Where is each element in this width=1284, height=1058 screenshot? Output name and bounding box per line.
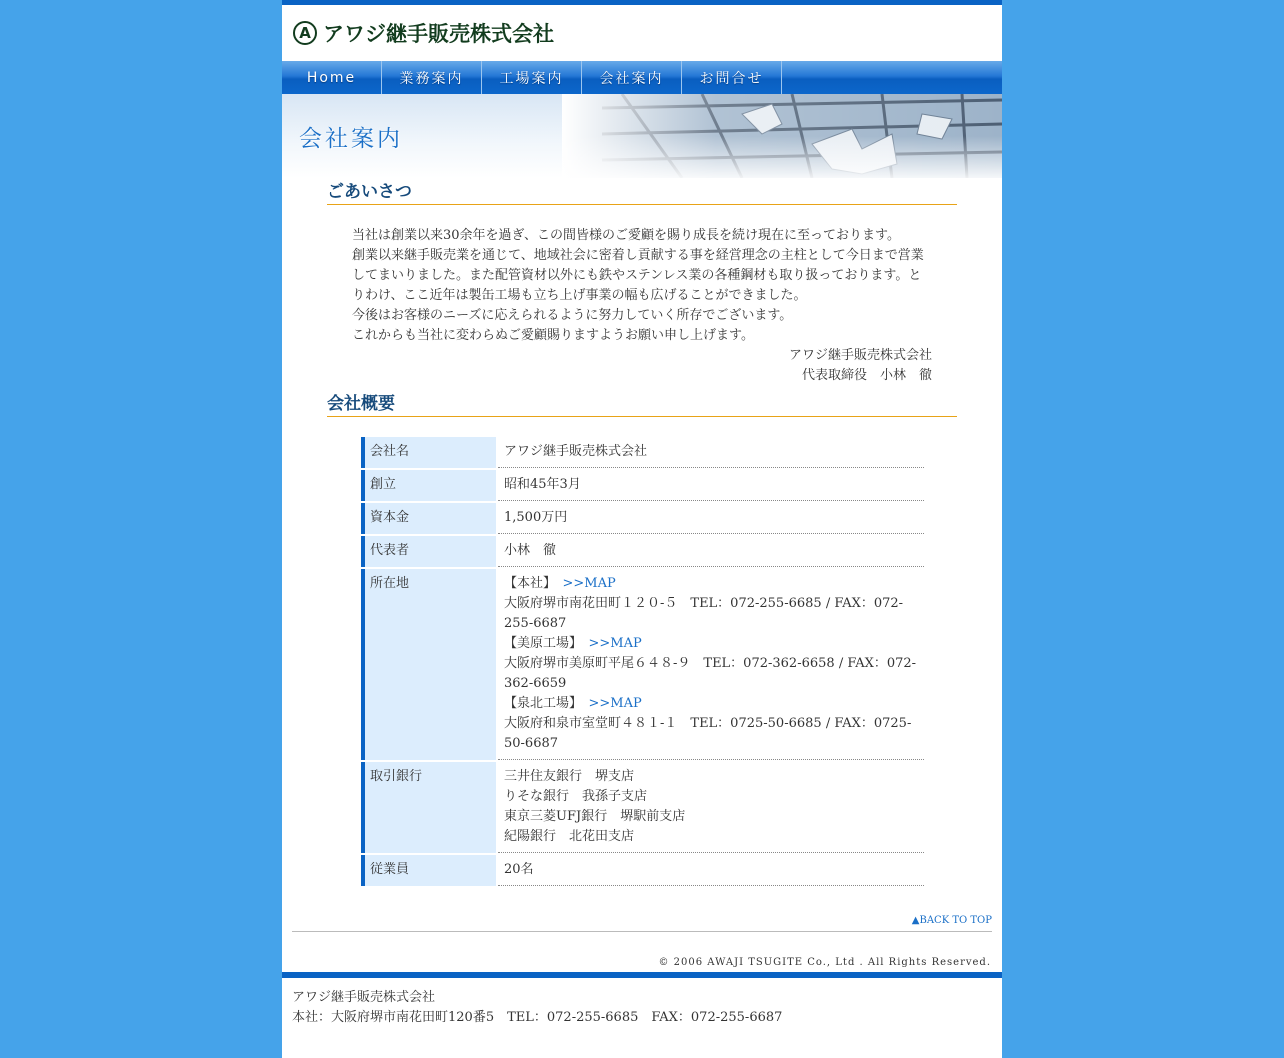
table-row bbox=[361, 437, 924, 468]
table-row bbox=[361, 503, 924, 534]
main-nav bbox=[282, 61, 1002, 94]
mihara-map-link[interactable]: >>MAP bbox=[588, 636, 642, 651]
bank-item: 紀陽銀行 北花田支店 bbox=[504, 829, 635, 844]
row-value: 20名 bbox=[498, 855, 924, 886]
row-value-locations bbox=[498, 569, 924, 760]
bank-item: 三井住友銀行 堺支店 bbox=[504, 769, 635, 784]
footer-divider bbox=[292, 931, 992, 932]
row-label: 所在地 bbox=[361, 569, 496, 760]
nav-home[interactable]: Home bbox=[282, 61, 382, 94]
row-label: 資本金 bbox=[361, 503, 496, 534]
hq-label: 【本社】 bbox=[504, 576, 563, 591]
hq-map-link[interactable]: >>MAP bbox=[562, 576, 616, 591]
mihara-label: 【美原工場】 bbox=[504, 636, 589, 651]
row-value-banks bbox=[498, 762, 924, 853]
nav-factory[interactable]: 工場案内 bbox=[482, 61, 582, 94]
back-to-top-link[interactable]: ▲BACK TO TOP bbox=[911, 915, 992, 926]
row-label: 従業員 bbox=[361, 855, 496, 886]
copyright-text: © 2006 AWAJI TSUGITE Co., Ltd . All Rights Reserved. bbox=[658, 957, 991, 968]
footer-company: アワジ継手販売株式会社 bbox=[292, 990, 436, 1005]
nav-contact[interactable]: お問合せ bbox=[682, 61, 782, 94]
profile-heading: 会社概要 bbox=[327, 393, 957, 417]
site-logo[interactable] bbox=[293, 18, 554, 48]
signature-person: 代表取締役 小林 徹 bbox=[801, 368, 932, 383]
greeting-paragraph-1: 当社は創業以来30余年を過ぎ、この間皆様のご愛顧を賜り成長を続け現在に至っております。 bbox=[352, 228, 900, 243]
row-label: 代表者 bbox=[361, 536, 496, 567]
page-banner bbox=[282, 94, 1002, 178]
senboku-address: 大阪府和泉市室堂町４８１-１ TEL：0725-50-6685 / FAX：0725-50-6687 bbox=[504, 716, 912, 751]
table-row bbox=[361, 470, 924, 501]
hq-address: 大阪府堺市南花田町１２０-５ TEL：072-255-6685 / FAX：072-255-6687 bbox=[504, 596, 904, 631]
row-label: 創立 bbox=[361, 470, 496, 501]
table-row bbox=[361, 762, 924, 853]
bank-item: 東京三菱UFJ銀行 堺駅前支店 bbox=[504, 809, 686, 824]
company-profile-table bbox=[361, 435, 924, 888]
nav-company[interactable]: 会社案内 bbox=[582, 61, 682, 94]
logo-mark-icon: A bbox=[293, 21, 317, 45]
row-value: アワジ継手販売株式会社 bbox=[498, 437, 924, 468]
row-label: 取引銀行 bbox=[361, 762, 496, 853]
footer-bar bbox=[282, 972, 1002, 978]
signature-company: アワジ継手販売株式会社 bbox=[788, 348, 932, 363]
greeting-paragraph-2: 創業以来継手販売業を通じて、地域社会に密着し貢献する事を経営理念の主柱として今日まで営業してまいりました。また配管資材以外にも鉄やステンレス業の各種鋼材も取り扱っております。とりわけ、ここ近年は製缶工場も立ち上げ事業の幅も広げることができました。 bbox=[352, 248, 924, 303]
footer-address: 本社：大阪府堺市南花田町120番5 TEL：072-255-6685 FAX：072-255-6687 bbox=[292, 1010, 783, 1025]
row-value: 1,500万円 bbox=[498, 503, 924, 534]
senboku-map-link[interactable]: >>MAP bbox=[588, 696, 642, 711]
page-title: 会社案内 bbox=[299, 126, 403, 152]
row-value: 昭和45年3月 bbox=[498, 470, 924, 501]
nav-business[interactable]: 業務案内 bbox=[382, 61, 482, 94]
footer-info bbox=[292, 988, 782, 1028]
greeting-paragraph-3: 今後はお客様のニーズに応えられるように努力していく所存でございます。 bbox=[352, 308, 793, 323]
logo-text: アワジ継手販売株式会社 bbox=[323, 22, 554, 46]
banner-photo-image bbox=[562, 94, 1002, 178]
bank-item: りそな銀行 我孫子支店 bbox=[504, 789, 648, 804]
greeting-text bbox=[352, 226, 932, 386]
senboku-label: 【泉北工場】 bbox=[504, 696, 589, 711]
table-row bbox=[361, 536, 924, 567]
header bbox=[282, 5, 1002, 61]
page-container bbox=[282, 0, 1002, 1058]
table-row bbox=[361, 855, 924, 886]
greeting-heading: ごあいさつ bbox=[327, 181, 957, 205]
table-row bbox=[361, 569, 924, 760]
row-value: 小林 徹 bbox=[498, 536, 924, 567]
row-label: 会社名 bbox=[361, 437, 496, 468]
mihara-address: 大阪府堺市美原町平尾６４８-９ TEL：072-362-6658 / FAX：072-362-6659 bbox=[504, 656, 917, 691]
greeting-paragraph-4: これからも当社に変わらぬご愛顧賜りますようお願い申し上げます。 bbox=[352, 328, 754, 343]
